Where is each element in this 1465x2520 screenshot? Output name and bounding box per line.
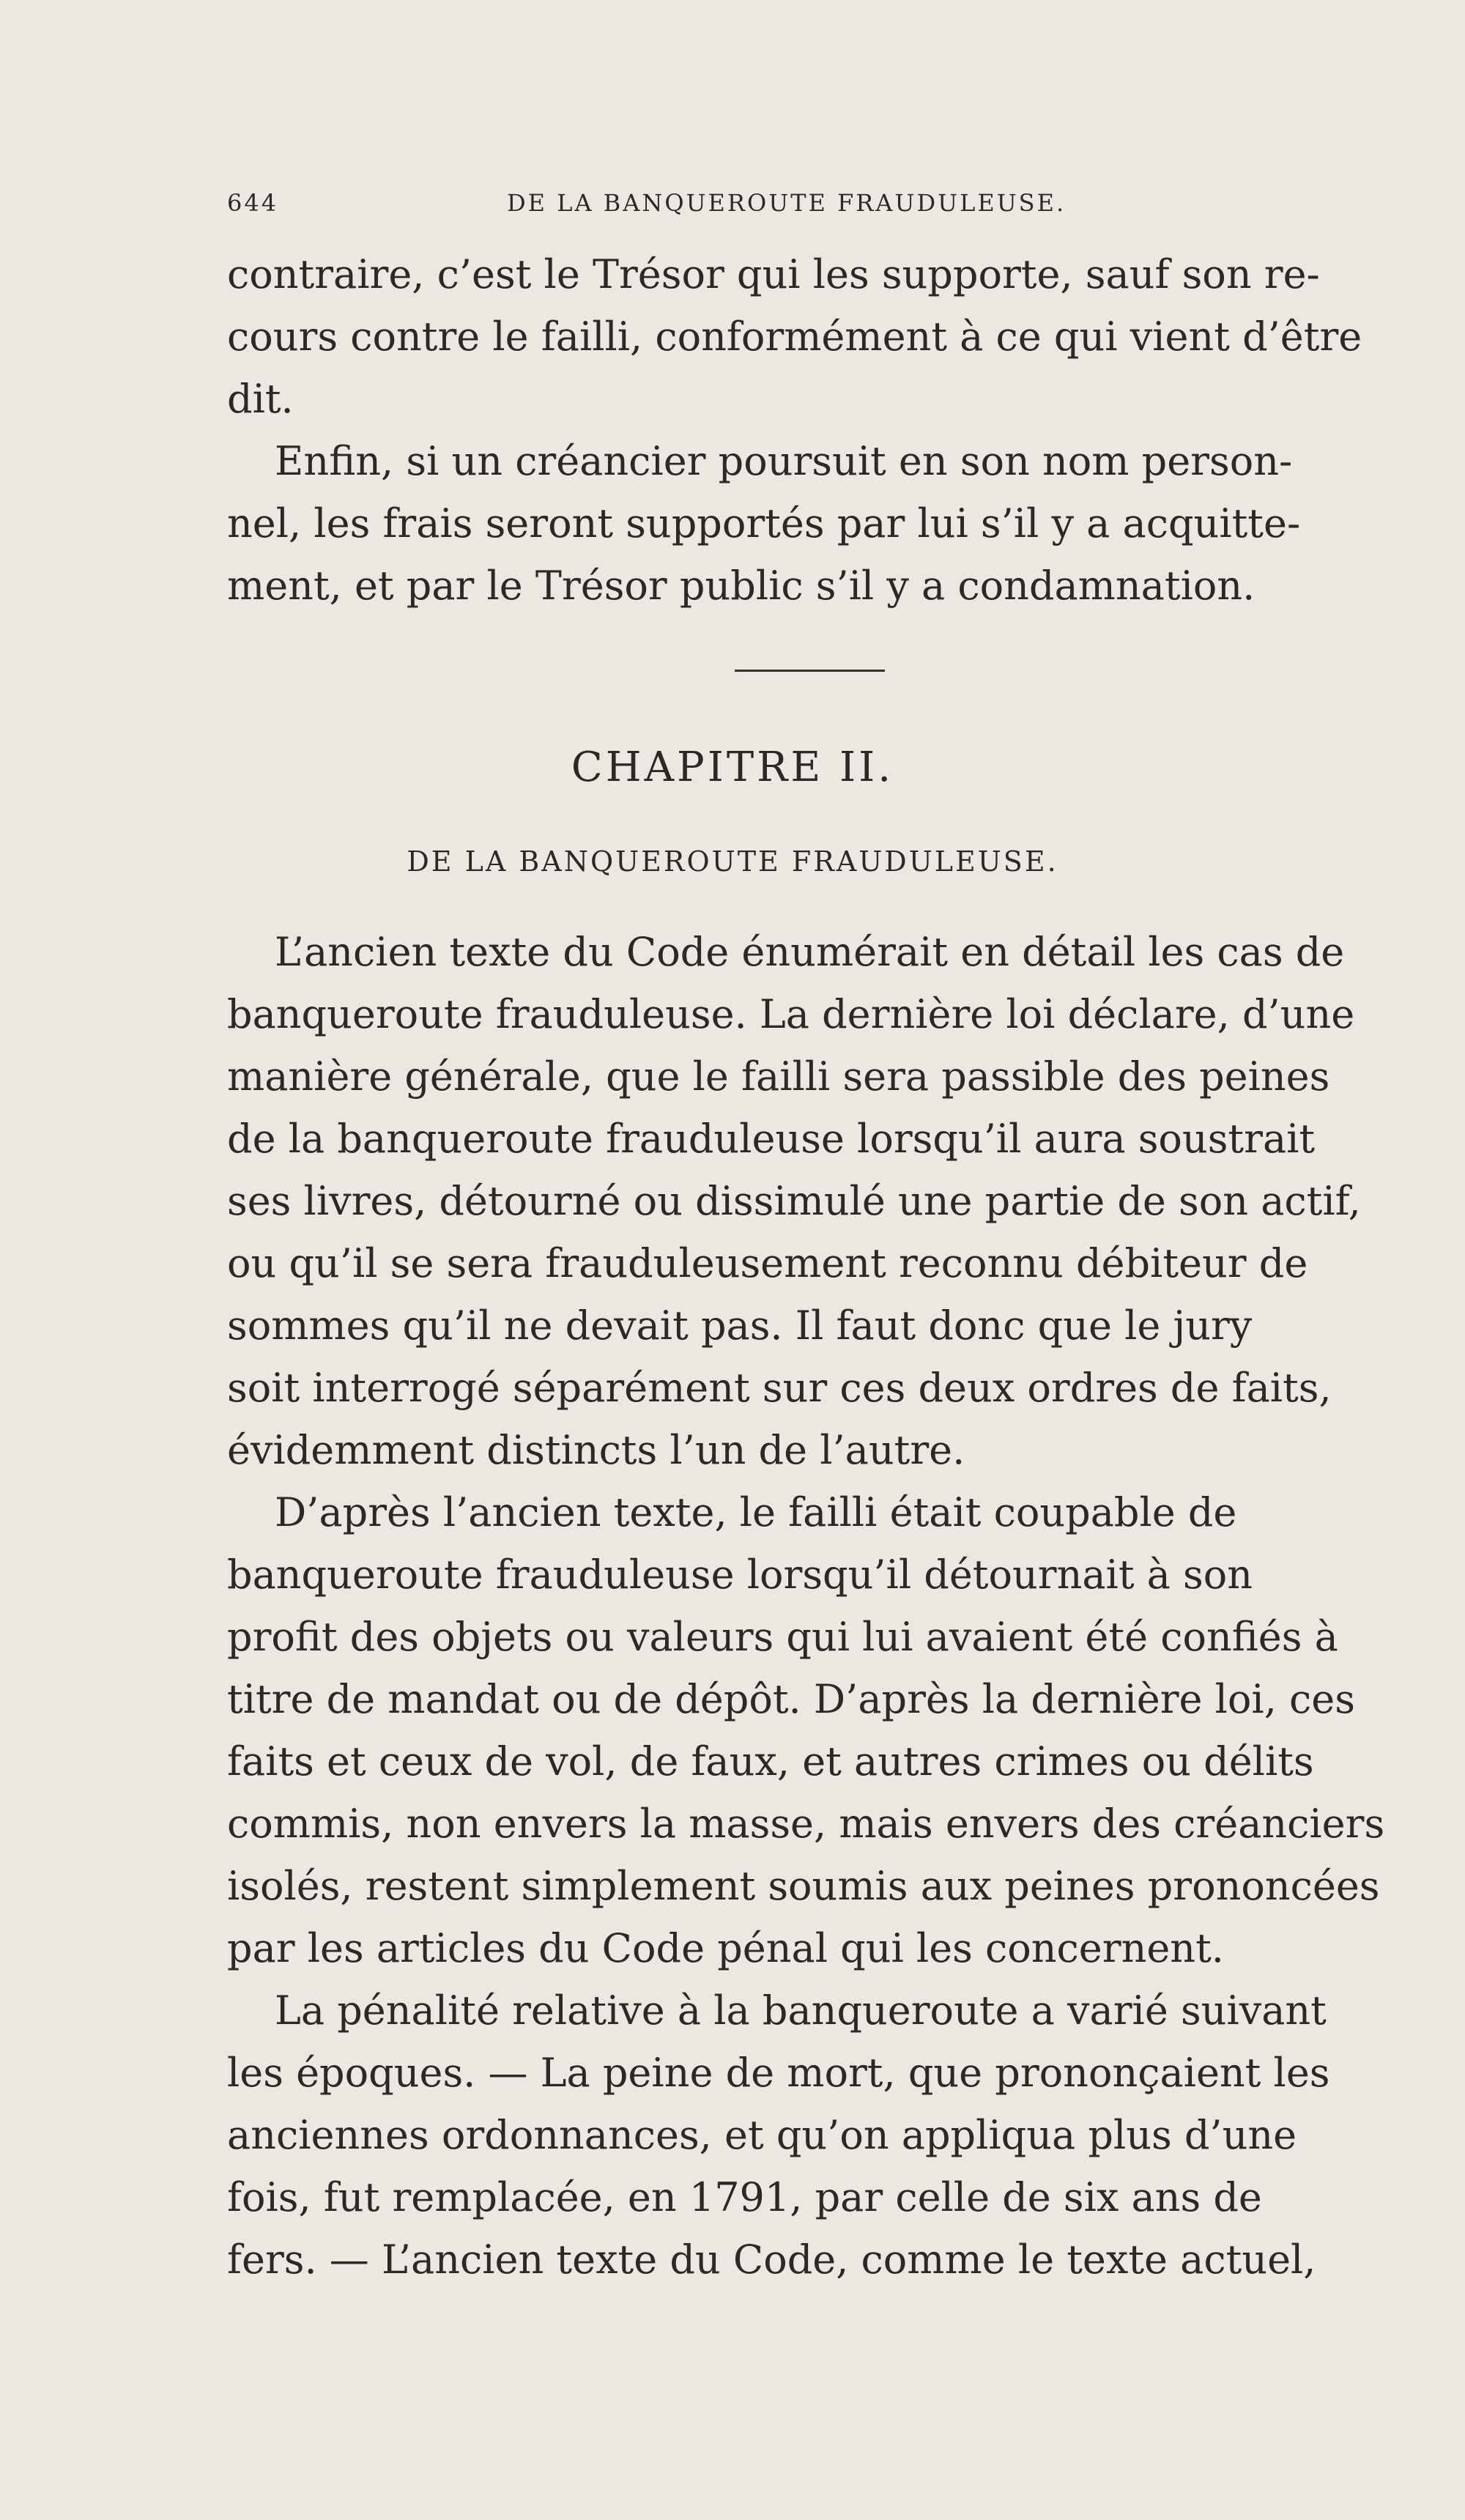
- text-line: ment, et par le Trésor public s’il y a condamnation.: [227, 563, 1256, 609]
- text-line: anciennes ordonnances, et qu’on appliqua plus d’une: [227, 2112, 1297, 2158]
- text-line: les époques. — La peine de mort, que prononçaient les: [227, 2050, 1330, 2096]
- text-line: contraire, c’est le Trésor qui les supporte, sauf son re-: [227, 251, 1320, 297]
- text-line: fois, fut remplacée, en 1791, par celle de six ans de: [227, 2174, 1262, 2220]
- text-line: isolés, restent simplement soumis aux peines prononcées: [227, 1863, 1380, 1909]
- text-line: Enfin, si un créancier poursuit en son nom person-: [275, 438, 1293, 484]
- text-line: manière générale, que le failli sera passible des peines: [227, 1053, 1330, 1100]
- text-line: L’ancien texte du Code énumérait en détail les cas de: [275, 929, 1345, 975]
- text-line: D’après l’ancien texte, le failli était coupable de: [275, 1489, 1237, 1535]
- text-line: dit.: [227, 376, 294, 422]
- chapter-subtitle: DE LA BANQUEROUTE FRAUDULEUSE.: [407, 845, 1058, 878]
- text-line: sommes qu’il ne devait pas. Il faut donc que le jury: [227, 1302, 1253, 1349]
- text-line: nel, les frais seront supportés par lui s’il y a acquitte-: [227, 500, 1301, 546]
- text-line: fers. — L’ancien texte du Code, comme le texte actuel,: [227, 2236, 1316, 2283]
- page-number: 644: [227, 189, 279, 217]
- text-line: commis, non envers la masse, mais envers des créanciers: [227, 1801, 1385, 1847]
- text-line: de la banqueroute frauduleuse lorsqu’il aura soustrait: [227, 1116, 1316, 1162]
- page-header: [227, 189, 1414, 233]
- text-line: évidemment distincts l’un de l’autre.: [227, 1427, 965, 1473]
- text-line: profit des objets ou valeurs qui lui avaient été confiés à: [227, 1614, 1338, 1660]
- text-line: ses livres, détourné ou dissimulé une partie de son actif,: [227, 1178, 1361, 1224]
- text-line: ou qu’il se sera frauduleusement reconnu débiteur de: [227, 1240, 1308, 1286]
- text-line: faits et ceux de vol, de faux, et autres crimes ou délits: [227, 1738, 1314, 1785]
- text-line: banqueroute frauduleuse lorsqu’il détournait à son: [227, 1552, 1253, 1598]
- running-title: DE LA BANQUEROUTE FRAUDULEUSE.: [507, 189, 1067, 217]
- text-line: banqueroute frauduleuse. La dernière loi déclare, d’une: [227, 991, 1355, 1037]
- section-divider: [735, 670, 885, 672]
- text-line: par les articles du Code pénal qui les concernent.: [227, 1925, 1224, 1971]
- text-line: titre de mandat ou de dépôt. D’après la dernière loi, ces: [227, 1676, 1355, 1722]
- chapter-title: CHAPITRE II.: [571, 744, 894, 791]
- text-line: cours contre le failli, conformément à ce qui vient d’être: [227, 314, 1362, 360]
- text-line: soit interrogé séparément sur ces deux ordres de faits,: [227, 1365, 1332, 1411]
- text-line: La pénalité relative à la banqueroute a varié suivant: [275, 1987, 1327, 2034]
